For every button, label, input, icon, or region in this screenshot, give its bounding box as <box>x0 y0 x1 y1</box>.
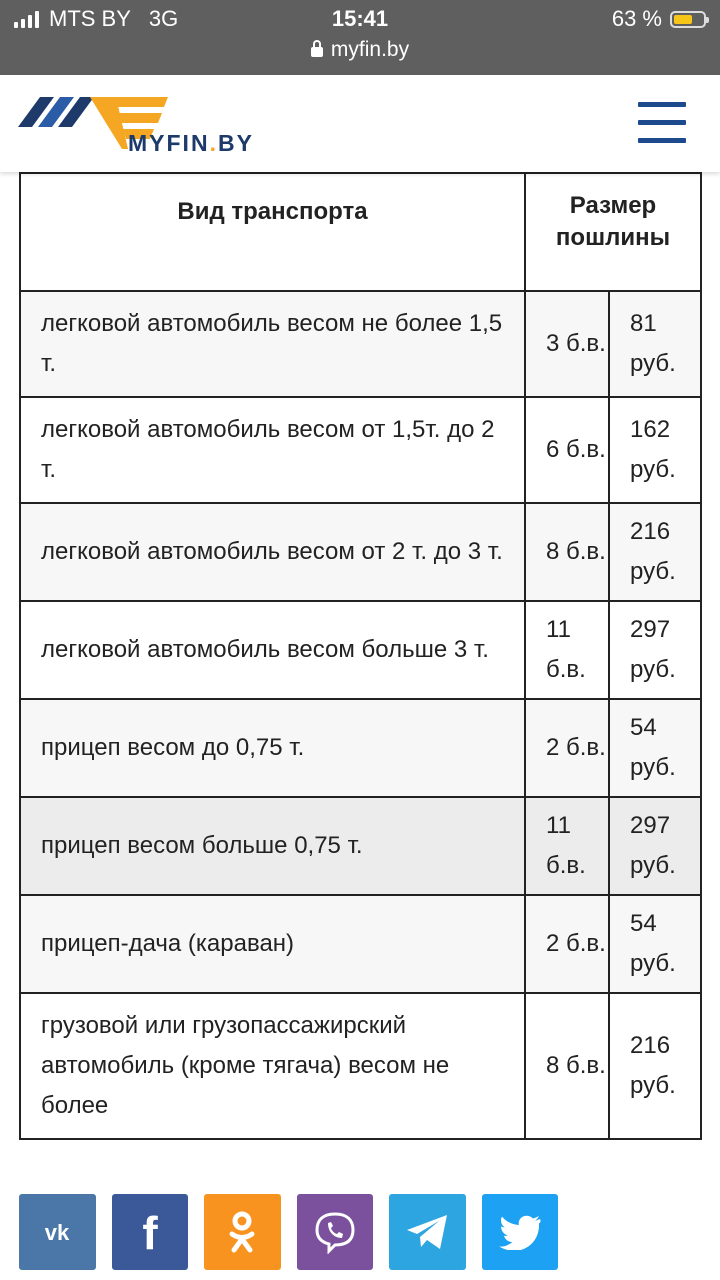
base-units-cell: 2 б.в. <box>525 699 609 797</box>
transport-type-cell: легковой автомобиль весом от 2 т. до 3 т. <box>20 503 525 601</box>
share-viber-button[interactable] <box>297 1194 374 1270</box>
odnoklassniki-icon <box>227 1210 257 1254</box>
price-cell: 54 руб. <box>609 699 701 797</box>
table-header-row <box>20 173 701 291</box>
price-cell: 216 руб. <box>609 503 701 601</box>
twitter-icon <box>499 1214 541 1250</box>
address-bar[interactable] <box>0 38 720 62</box>
share-facebook-button[interactable] <box>112 1194 189 1270</box>
table-row <box>20 601 701 699</box>
table-row <box>20 291 701 397</box>
telegram-icon <box>405 1213 449 1251</box>
social-share-bar <box>19 1194 719 1272</box>
site-header <box>0 75 720 172</box>
carrier-name: MTS BY <box>49 6 131 31</box>
svg-text:vk: vk <box>45 1220 70 1244</box>
battery-percent: 63 % <box>611 6 662 31</box>
table-row <box>20 895 701 993</box>
header-duty-size: Размер пошлины <box>525 173 701 291</box>
share-telegram-button[interactable] <box>389 1194 466 1270</box>
base-units-cell: 2 б.в. <box>525 895 609 993</box>
table-row <box>20 503 701 601</box>
table-row <box>20 397 701 503</box>
facebook-icon <box>135 1209 165 1255</box>
base-units-cell: 6 б.в. <box>525 397 609 503</box>
menu-icon[interactable] <box>638 102 686 146</box>
base-units-cell: 8 б.в. <box>525 503 609 601</box>
price-cell: 54 руб. <box>609 895 701 993</box>
share-odnoklassniki-button[interactable] <box>204 1194 281 1270</box>
battery-info <box>612 6 706 32</box>
viber-icon <box>313 1210 357 1254</box>
base-units-cell: 8 б.в. <box>525 993 609 1139</box>
share-twitter-button[interactable] <box>482 1194 559 1270</box>
site-logo[interactable] <box>18 93 278 155</box>
price-cell: 81 руб. <box>609 291 701 397</box>
logo-text-dot: . <box>209 130 218 156</box>
transport-type-cell: легковой автомобиль весом не более 1,5 т. <box>20 291 525 397</box>
transport-type-cell: прицеп весом до 0,75 т. <box>20 699 525 797</box>
transport-type-cell: прицеп весом больше 0,75 т. <box>20 797 525 895</box>
price-cell: 162 руб. <box>609 397 701 503</box>
table-row <box>20 699 701 797</box>
price-cell: 216 руб. <box>609 993 701 1139</box>
battery-icon <box>670 11 706 28</box>
network-type: 3G <box>148 6 179 31</box>
logo-text <box>128 130 254 157</box>
status-bar <box>0 0 720 75</box>
base-units-cell: 3 б.в. <box>525 291 609 397</box>
transport-type-cell: прицеп-дача (караван) <box>20 895 525 993</box>
url-text: myfin.by <box>330 38 410 61</box>
price-cell: 297 руб. <box>609 601 701 699</box>
share-vk-button[interactable] <box>19 1194 96 1270</box>
lock-icon <box>311 47 323 57</box>
header-transport-type: Вид транспорта <box>20 173 525 291</box>
logo-text-tld: BY <box>217 130 254 156</box>
transport-type-cell: легковой автомобиль весом больше 3 т. <box>20 601 525 699</box>
duty-table-container <box>19 172 700 1140</box>
base-units-cell: 11 б.в. <box>525 797 609 895</box>
transport-type-cell: грузовой или грузопассажирский автомобиль (кроме тягача) весом не более <box>20 993 525 1139</box>
vk-icon <box>37 1220 77 1244</box>
clock: 15:41 <box>331 6 389 31</box>
duty-table <box>19 172 702 1140</box>
svg-text:f: f <box>142 1209 158 1255</box>
base-units-cell: 11 б.в. <box>525 601 609 699</box>
logo-text-main: MYFIN <box>128 130 210 156</box>
table-row <box>20 993 701 1139</box>
transport-type-cell: легковой автомобиль весом от 1,5т. до 2 т. <box>20 397 525 503</box>
table-row <box>20 797 701 895</box>
price-cell: 297 руб. <box>609 797 701 895</box>
